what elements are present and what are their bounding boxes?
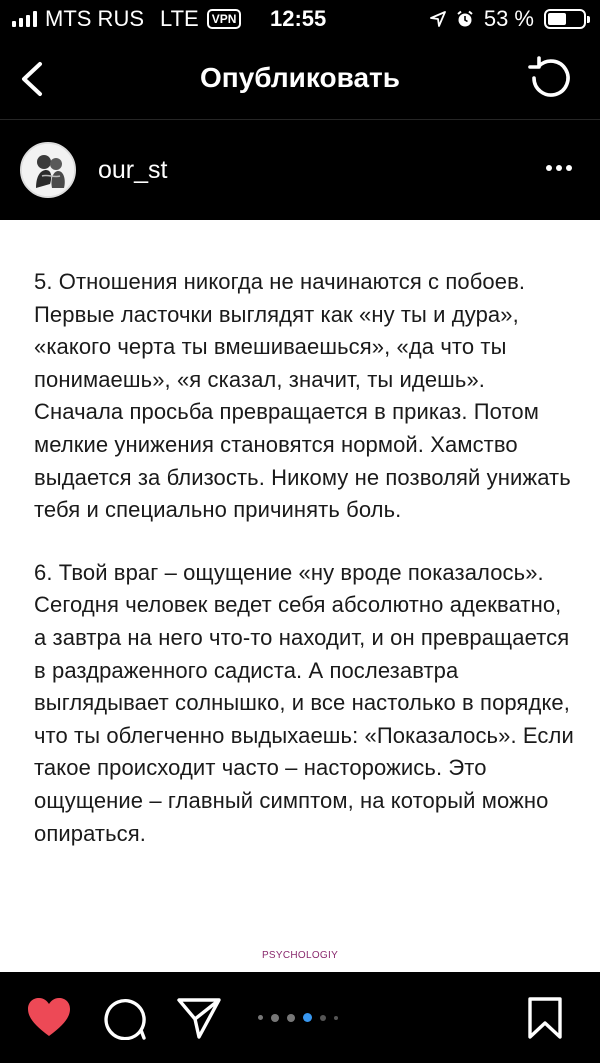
status-left [12, 6, 241, 32]
send-icon[interactable] [176, 996, 222, 1040]
watermark: PSYCHOLOGIY [261, 950, 339, 961]
clock: 12:55 [270, 6, 327, 31]
bookmark-icon[interactable] [522, 996, 568, 1040]
location-icon [430, 11, 446, 27]
carousel-dot [271, 1014, 279, 1022]
status-bar [0, 0, 600, 38]
paragraph-5: 5. Отношения никогда не начинаются с побоев. Первые ласточки выглядят как «ну ты и дура», «какого черта ты вмешиваешься», «да что ты понимаешь», «я сказал, значит, ты идешь». Сначала просьба превращается в приказ. Потом мелкие унижения становятся нормой. Хамство выдается за близость. Никому не позволяй унижать тебя и специально причинять боль. [34, 269, 571, 523]
carousel-dot [320, 1015, 326, 1021]
carousel-dot [334, 1016, 338, 1020]
nav-bar [0, 40, 600, 118]
comment-icon[interactable] [101, 996, 147, 1040]
more-horizontal-icon[interactable] [544, 158, 574, 178]
battery-fill [548, 13, 566, 25]
refresh-icon[interactable] [526, 56, 574, 100]
battery-icon [544, 9, 586, 29]
battery-percent: 53 % [483, 6, 534, 31]
avatar[interactable] [20, 142, 76, 198]
paragraph-6: 6. Твой враг – ощущение «ну вроде показалось». Сегодня человек ведет себя абсолютно адекватно, а завтра на него что-то находит, и он превращается в раздраженного садиста. А послезавтра выглядывает солнышко, и все настолько в порядке, что ты облегченно выдыхаешь: «Показалось». Если такое происходит часто – насторожись. Это ощущение – главный симптом, на который можно опираться. [34, 559, 574, 846]
post-header [0, 120, 600, 220]
heart-filled-icon[interactable] [26, 996, 72, 1040]
post-text [34, 266, 574, 850]
vpn-badge: VPN [207, 9, 242, 29]
carousel-indicator [258, 1013, 338, 1022]
avatar-illustration-icon [22, 144, 76, 198]
alarm-icon [456, 10, 474, 28]
action-bar [0, 972, 600, 1063]
username[interactable]: our_st [98, 156, 168, 184]
carousel-dot [287, 1014, 295, 1022]
page-title: Опубликовать [200, 62, 400, 93]
network-type: LTE [160, 6, 199, 31]
post-image[interactable] [0, 220, 600, 972]
signal-icon [12, 11, 37, 27]
carousel-dot-active [303, 1013, 312, 1022]
carrier: MTS RUS [45, 6, 144, 31]
status-right [430, 6, 586, 32]
carousel-dot [258, 1015, 263, 1020]
